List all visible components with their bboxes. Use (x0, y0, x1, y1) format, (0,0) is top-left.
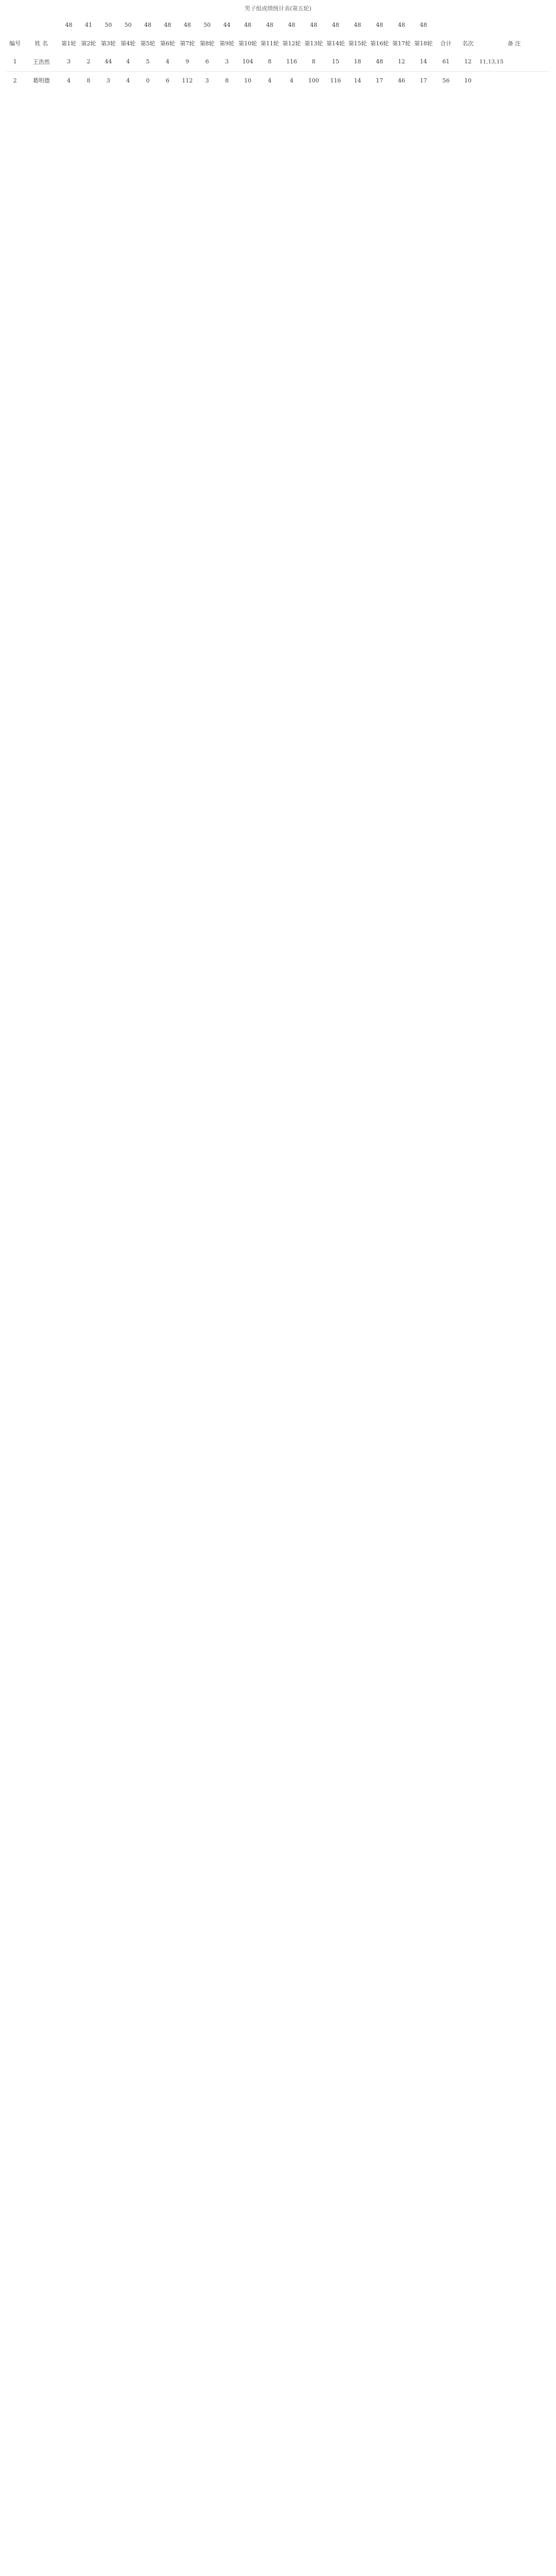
header2-cell: 第12轮 (282, 40, 301, 47)
value-cell: 3 (197, 71, 217, 90)
header1-cell (24, 15, 59, 34)
header2-cell: 第17轮 (392, 40, 411, 47)
header2-cell: 第18轮 (414, 40, 433, 47)
value-cell: 10 (237, 71, 259, 90)
value-cell: 61 (442, 58, 450, 65)
value-cell: 4 (59, 71, 78, 90)
value-cell: 5 (146, 58, 150, 65)
header2-cell: 第13轮 (304, 40, 323, 47)
header1-cell: 48 (266, 21, 273, 28)
value-cell: 104 (242, 58, 253, 65)
header1-cell: 48 (354, 21, 361, 28)
value-cell: 6 (205, 58, 209, 65)
value-cell: 3 (67, 58, 71, 65)
value-cell: 8 (311, 58, 316, 65)
value-cell: 116 (325, 71, 347, 90)
header2-cell: 第3轮 (100, 40, 116, 47)
value-cell: 0 (138, 71, 158, 90)
header1-cell: 50 (203, 21, 211, 28)
value-cell: 8 (79, 71, 98, 90)
value-cell: 4 (281, 71, 303, 90)
value-cell: 4 (118, 71, 138, 90)
value-cell: 2 (86, 58, 91, 65)
results-table (6, 15, 550, 90)
name-cell: 葛明德 (24, 71, 59, 90)
value-cell: 8 (217, 71, 237, 90)
value-cell: 9 (185, 58, 189, 65)
header1-cell: 50 (105, 21, 112, 28)
name-cell: 王浩然 (32, 58, 50, 65)
header1-cell: 48 (310, 21, 318, 28)
header1-cell (6, 15, 24, 34)
value-cell: 4 (166, 58, 170, 65)
header1-cell (458, 15, 479, 34)
header2-cell: 第4轮 (120, 40, 136, 47)
header2-cell: 名次 (462, 40, 474, 47)
header1-cell: 44 (223, 21, 231, 28)
header2-cell: 第16轮 (370, 40, 389, 47)
header2-cell: 第8轮 (199, 40, 215, 47)
value-cell: 56 (435, 71, 458, 90)
value-cell: 100 (303, 71, 325, 90)
header-row-2 (6, 34, 550, 53)
header2-cell: 第9轮 (219, 40, 235, 47)
header2-cell: 第7轮 (180, 40, 195, 47)
header-row-1 (6, 15, 550, 34)
value-cell: 12 (464, 58, 472, 65)
value-cell: 2 (6, 71, 24, 90)
header2-cell: 第11轮 (260, 40, 279, 47)
value-cell: 48 (376, 58, 384, 65)
header2-cell: 第15轮 (348, 40, 367, 47)
header2-cell: 第5轮 (140, 40, 155, 47)
header1-cell: 48 (288, 21, 296, 28)
value-cell: 4 (126, 58, 130, 65)
note-cell (478, 71, 550, 90)
value-cell: 46 (391, 71, 413, 90)
header2-cell: 第6轮 (160, 40, 176, 47)
table-caption: 男子组成绩统计表(第五轮) (245, 5, 311, 12)
header1-cell: 48 (164, 21, 171, 28)
header1-cell (478, 15, 550, 34)
header1-cell: 41 (84, 21, 92, 28)
value-cell: 3 (225, 58, 229, 65)
header1-cell (435, 15, 458, 34)
header1-cell: 48 (420, 21, 427, 28)
value-cell: 14 (420, 58, 427, 65)
value-cell: 12 (397, 58, 405, 65)
header1-cell: 48 (183, 21, 191, 28)
table-row (6, 53, 550, 71)
value-cell: 18 (354, 58, 361, 65)
value-cell: 116 (286, 58, 298, 65)
value-cell: 44 (105, 58, 112, 65)
header2-cell: 编号 (9, 40, 21, 47)
value-cell: 17 (369, 71, 391, 90)
header2-cell: 第2轮 (81, 40, 96, 47)
header1-cell: 48 (244, 21, 252, 28)
header2-cell: 姓 名 (34, 40, 48, 47)
value-cell: 6 (158, 71, 177, 90)
value-cell: 10 (458, 71, 479, 90)
header1-cell: 48 (65, 21, 73, 28)
table-body (6, 53, 550, 90)
header2-cell: 合计 (440, 40, 452, 47)
note-cell: 11,13,15 (479, 58, 503, 65)
value-cell: 14 (346, 71, 369, 90)
header1-cell: 48 (397, 21, 405, 28)
value-cell: 8 (268, 58, 272, 65)
value-cell: 112 (178, 71, 197, 90)
header1-cell: 48 (376, 21, 384, 28)
table-row (6, 71, 550, 90)
value-cell: 4 (259, 71, 281, 90)
header1-cell: 48 (332, 21, 339, 28)
header1-cell: 50 (124, 21, 132, 28)
value-cell: 1 (13, 58, 17, 65)
header1-cell: 48 (144, 21, 152, 28)
header2-cell: 第1轮 (61, 40, 77, 47)
value-cell: 3 (98, 71, 118, 90)
header2-cell: 备 注 (507, 40, 521, 47)
header2-cell: 第10轮 (238, 40, 257, 47)
header2-cell: 第14轮 (326, 40, 345, 47)
value-cell: 15 (332, 58, 339, 65)
value-cell: 17 (412, 71, 435, 90)
